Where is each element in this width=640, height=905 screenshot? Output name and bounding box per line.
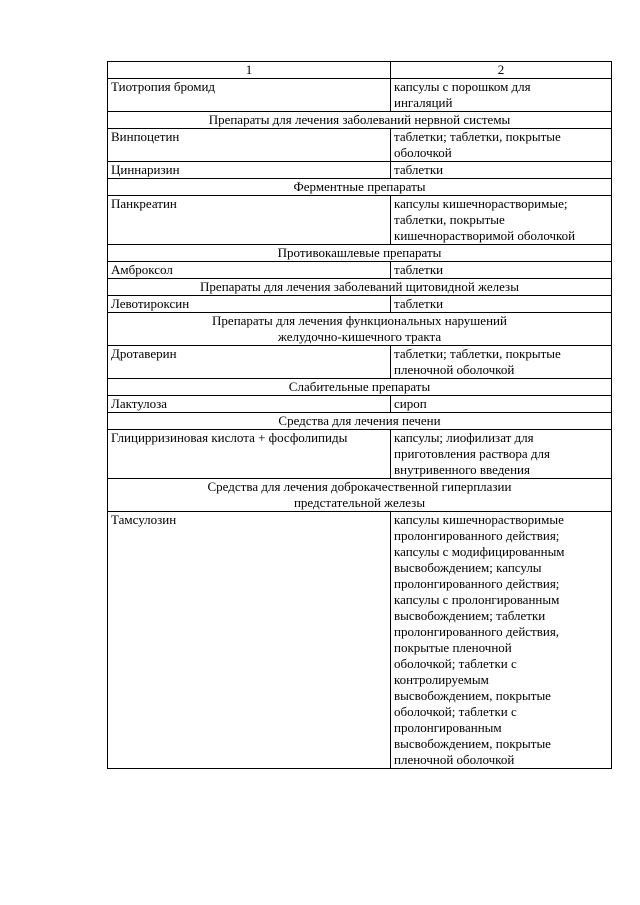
table-row <box>108 79 612 112</box>
section-title: Препараты для лечения заболеваний нервной системы <box>108 112 612 129</box>
drug-table <box>107 61 612 769</box>
dosage-form: таблетки; таблетки, покрытые пленочной оболочкой <box>391 346 612 379</box>
table-row <box>108 262 612 279</box>
dosage-form: таблетки <box>391 162 612 179</box>
table-row <box>108 196 612 245</box>
section-title: Препараты для лечения заболеваний щитовидной железы <box>108 279 612 296</box>
section-row <box>108 379 612 396</box>
section-row <box>108 479 612 512</box>
section-row <box>108 413 612 430</box>
drug-name: Тамсулозин <box>108 512 391 769</box>
drug-name: Дротаверин <box>108 346 391 379</box>
section-row <box>108 112 612 129</box>
section-row <box>108 279 612 296</box>
dosage-form: таблетки; таблетки, покрытые оболочкой <box>391 129 612 162</box>
section-title: Слабительные препараты <box>108 379 612 396</box>
table-row <box>108 396 612 413</box>
section-title: Ферментные препараты <box>108 179 612 196</box>
drug-name: Левотироксин <box>108 296 391 313</box>
section-row <box>108 179 612 196</box>
dosage-form: капсулы кишечнорастворимые; таблетки, покрытые кишечнорастворимой оболочкой <box>391 196 612 245</box>
dosage-form: таблетки <box>391 262 612 279</box>
drug-name: Винпоцетин <box>108 129 391 162</box>
column-header-2: 2 <box>391 62 612 79</box>
table-row <box>108 512 612 769</box>
section-title: Средства для лечения доброкачественной гиперплазии предстательной железы <box>108 479 612 512</box>
drug-name: Амброксол <box>108 262 391 279</box>
drug-name: Циннаризин <box>108 162 391 179</box>
table-header-row <box>108 62 612 79</box>
dosage-form: капсулы; лиофилизат для приготовления раствора для внутривенного введения <box>391 430 612 479</box>
drug-name: Панкреатин <box>108 196 391 245</box>
section-row <box>108 313 612 346</box>
dosage-form: капсулы кишечнорастворимые пролонгированного действия; капсулы с модифицированным высвобождением; капсулы пролонгированного действия; капсулы с пролонгированным высвобождением; таблетки пролонгированного действия, покрытые пленочной оболочкой; таблетки с контролируемым высвобождением, покрытые оболочкой; таблетки с пролонгированным высвобождением, покрытые пленочной оболочкой <box>391 512 612 769</box>
drug-name: Лактулоза <box>108 396 391 413</box>
table-row <box>108 430 612 479</box>
drug-name: Глицирризиновая кислота + фосфолипиды <box>108 430 391 479</box>
section-title: Средства для лечения печени <box>108 413 612 430</box>
section-row <box>108 245 612 262</box>
column-header-1: 1 <box>108 62 391 79</box>
dosage-form: сироп <box>391 396 612 413</box>
dosage-form: капсулы с порошком для ингаляций <box>391 79 612 112</box>
table-row <box>108 129 612 162</box>
table-row <box>108 296 612 313</box>
dosage-form: таблетки <box>391 296 612 313</box>
table-row <box>108 346 612 379</box>
drug-name: Тиотропия бромид <box>108 79 391 112</box>
section-title: Препараты для лечения функциональных нарушений желудочно-кишечного тракта <box>108 313 612 346</box>
section-title: Противокашлевые препараты <box>108 245 612 262</box>
table-row <box>108 162 612 179</box>
